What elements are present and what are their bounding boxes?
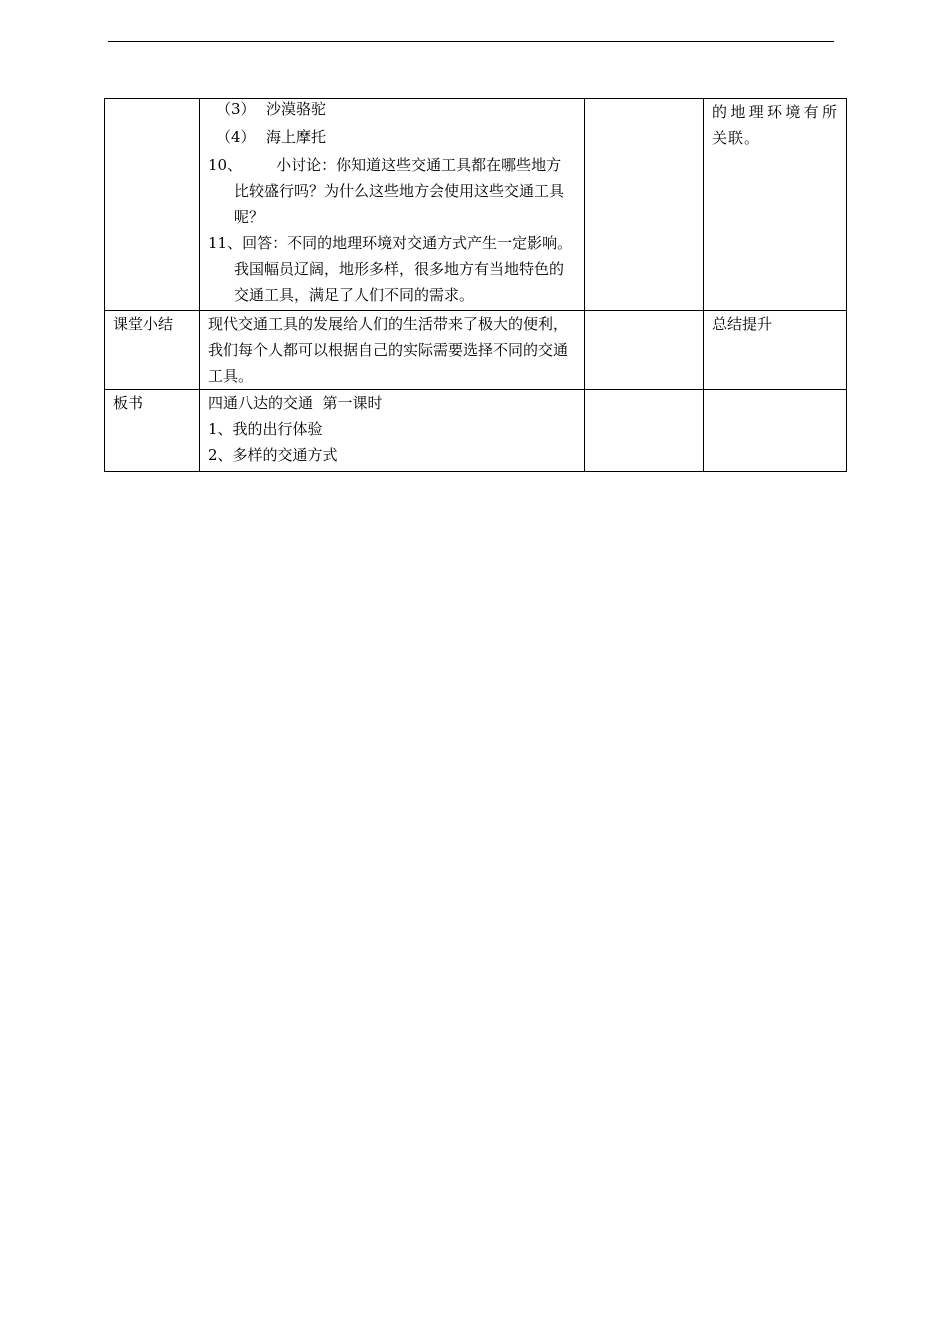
cell-note-summary: 总结提升: [704, 311, 847, 390]
list-item-10: [208, 152, 576, 230]
lesson-plan-table: [104, 98, 847, 472]
sub-item-num: （4）: [216, 128, 256, 146]
sub-item-4: [208, 124, 576, 150]
board-title: 四通八达的交通 第一课时: [208, 394, 383, 412]
sub-item-num: （3）: [216, 100, 256, 118]
cell-empty: [585, 390, 704, 472]
item-text: 回答：不同的地理环境对交通方式产生一定影响。我国幅员辽阔，地形多样，很多地方有当地特色的交通工具，满足了人们不同的需求。: [234, 234, 573, 304]
item-number: 10、: [208, 156, 243, 174]
cell-content-summary: 现代交通工具的发展给人们的生活带来了极大的便利，我们每个人都可以根据自己的实际需要选择不同的交通工具。: [200, 311, 585, 390]
sub-item-text: 海上摩托: [266, 128, 327, 146]
cell-content-board: [200, 390, 585, 472]
cell-empty: [704, 390, 847, 472]
cell-label-summary: 课堂小结: [105, 311, 200, 390]
board-line: 2、多样的交通方式: [208, 446, 338, 464]
table-row-continued: [105, 99, 847, 311]
sub-item-3: [208, 96, 576, 122]
item-number: 11、: [208, 234, 243, 252]
table-row-summary: [105, 311, 847, 390]
cell-note-continued: 的地理环境有所关联。: [704, 99, 847, 311]
cell-label-empty: [105, 99, 200, 311]
header-rule: [108, 41, 834, 42]
item-text: 小讨论：你知道这些交通工具都在哪些地方比较盛行吗？为什么这些地方会使用这些交通工具呢？: [234, 156, 565, 226]
list-item-11: [208, 230, 576, 308]
board-line: 1、我的出行体验: [208, 420, 323, 438]
sub-item-text: 沙漠骆驼: [266, 100, 327, 118]
cell-activity-continued: [200, 99, 585, 311]
cell-empty: [585, 99, 704, 311]
table-row-board: [105, 390, 847, 472]
cell-label-board: 板书: [105, 390, 200, 472]
cell-empty: [585, 311, 704, 390]
